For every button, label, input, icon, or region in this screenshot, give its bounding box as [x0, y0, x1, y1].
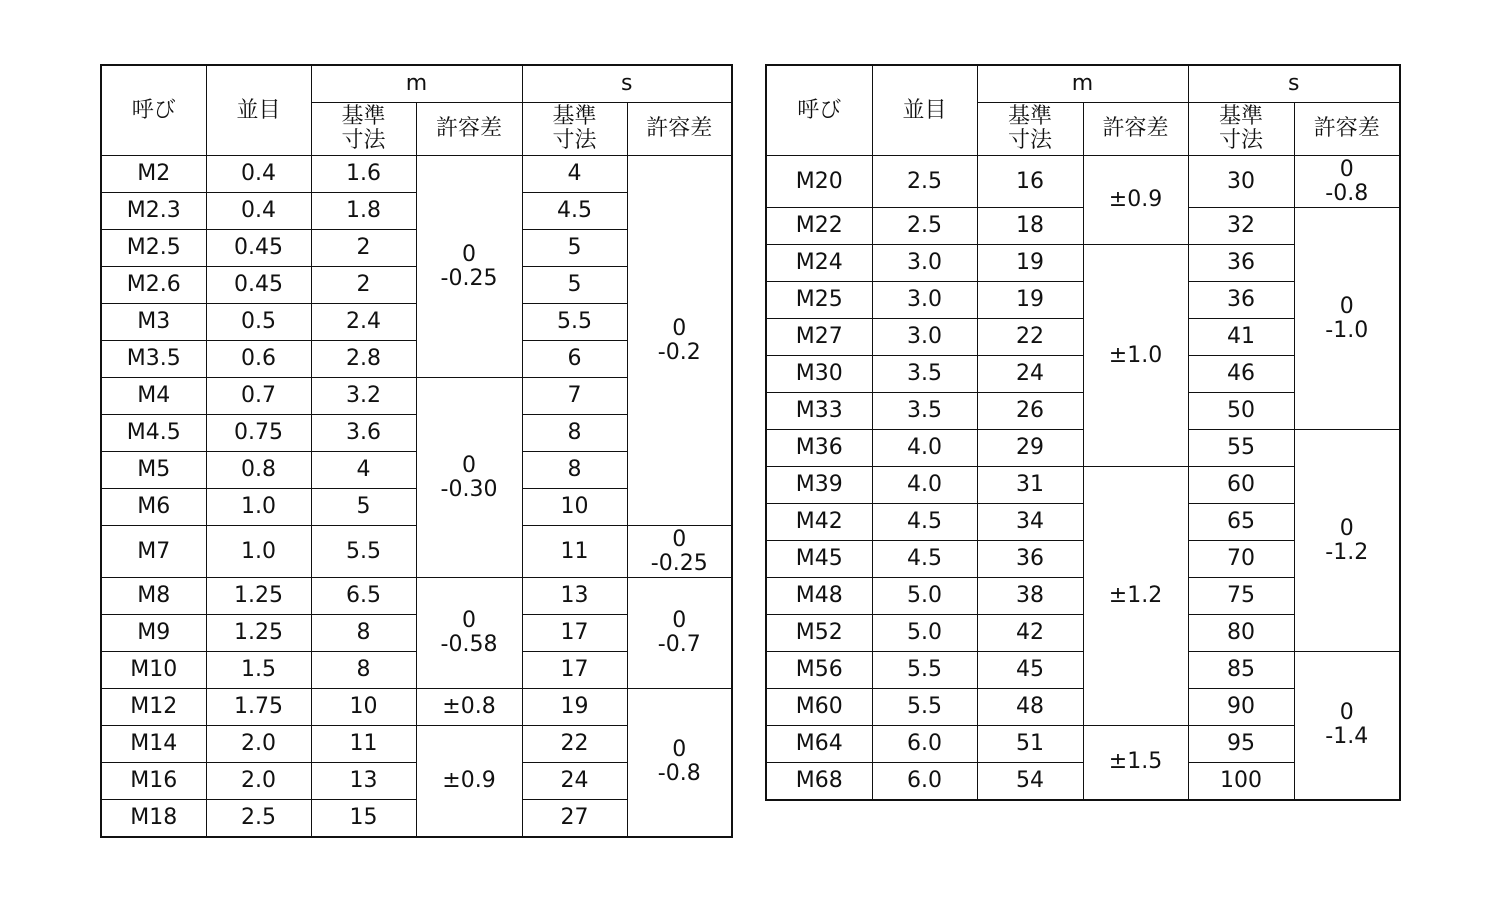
nominal-cell: M64 — [766, 726, 872, 763]
m-basic-cell: 1.8 — [311, 193, 416, 230]
nominal-cell: M56 — [766, 652, 872, 689]
pitch-cell: 0.4 — [206, 156, 311, 193]
s-basic-cell: 13 — [522, 578, 627, 615]
s-basic-cell: 30 — [1188, 156, 1294, 208]
nominal-cell: M2 — [101, 156, 206, 193]
header-s-tolerance: 許容差 — [1294, 103, 1400, 156]
tolerance-upper: 0 — [672, 526, 687, 552]
tolerance-lower: -1.0 — [1325, 317, 1369, 343]
pitch-cell: 1.0 — [206, 526, 311, 578]
s-basic-cell: 75 — [1188, 578, 1294, 615]
s-basic-cell: 85 — [1188, 652, 1294, 689]
pitch-cell: 0.45 — [206, 267, 311, 304]
s-basic-cell: 17 — [522, 652, 627, 689]
tolerance-upper: 0 — [1339, 515, 1354, 541]
m-tolerance-cell — [416, 156, 522, 378]
header-m: m — [311, 65, 522, 103]
nominal-cell: M48 — [766, 578, 872, 615]
nominal-cell: M25 — [766, 282, 872, 319]
m-basic-cell: 5.5 — [311, 526, 416, 578]
pitch-cell: 3.5 — [872, 356, 977, 393]
basic-line2: 寸法 — [552, 128, 597, 153]
pitch-cell: 3.0 — [872, 319, 977, 356]
pitch-cell: 4.5 — [872, 504, 977, 541]
pitch-cell: 1.25 — [206, 615, 311, 652]
s-basic-cell: 95 — [1188, 726, 1294, 763]
pitch-cell: 1.25 — [206, 578, 311, 615]
tolerance-upper: 0 — [462, 241, 476, 267]
m-basic-cell: 26 — [977, 393, 1083, 430]
tolerance-upper: 0 — [462, 608, 476, 633]
m-basic-cell: 36 — [977, 541, 1083, 578]
pitch-cell: 5.5 — [872, 689, 977, 726]
m-basic-cell: 19 — [977, 245, 1083, 282]
nominal-cell: M16 — [101, 763, 206, 800]
s-basic-cell: 5.5 — [522, 304, 627, 341]
s-basic-cell: 19 — [522, 689, 627, 726]
tolerance-lower: -0.2 — [657, 339, 701, 365]
pitch-cell: 0.5 — [206, 304, 311, 341]
table-row — [101, 156, 732, 193]
basic-line1: 基準 — [1007, 104, 1052, 129]
s-tolerance-cell — [627, 156, 732, 526]
pitch-cell: 1.75 — [206, 689, 311, 726]
m-tolerance-cell: ±1.2 — [1083, 467, 1188, 726]
pitch-cell: 0.7 — [206, 378, 311, 415]
tolerance-lower: -1.2 — [1325, 539, 1369, 565]
m-basic-cell: 10 — [311, 689, 416, 726]
tolerance-lower: -0.8 — [657, 761, 701, 787]
m-basic-cell: 45 — [977, 652, 1083, 689]
nominal-cell: M2.5 — [101, 230, 206, 267]
s-basic-cell: 17 — [522, 615, 627, 652]
s-basic-cell: 100 — [1188, 763, 1294, 800]
s-basic-cell: 6 — [522, 341, 627, 378]
m-basic-cell: 1.6 — [311, 156, 416, 193]
m-basic-cell: 29 — [977, 430, 1083, 467]
nominal-cell: M42 — [766, 504, 872, 541]
m-basic-cell: 2.8 — [311, 341, 416, 378]
header-s: s — [522, 65, 732, 103]
pitch-cell: 0.6 — [206, 341, 311, 378]
pitch-cell: 2.5 — [872, 156, 977, 208]
m-tolerance-cell: ±0.9 — [416, 726, 522, 837]
s-tolerance-cell — [627, 578, 732, 689]
s-basic-cell: 36 — [1188, 282, 1294, 319]
s-basic-cell: 65 — [1188, 504, 1294, 541]
m-basic-cell: 2 — [311, 230, 416, 267]
nominal-cell: M3.5 — [101, 341, 206, 378]
nominal-cell: M24 — [766, 245, 872, 282]
s-basic-cell: 8 — [522, 452, 627, 489]
s-basic-cell: 22 — [522, 726, 627, 763]
header-m-tolerance: 許容差 — [1083, 103, 1188, 156]
nominal-cell: M20 — [766, 156, 872, 208]
m-tolerance-cell — [416, 378, 522, 578]
s-basic-cell: 70 — [1188, 541, 1294, 578]
pitch-cell: 3.5 — [872, 393, 977, 430]
pitch-cell: 2.0 — [206, 763, 311, 800]
tolerance-upper: 0 — [672, 315, 687, 341]
s-basic-cell: 4.5 — [522, 193, 627, 230]
s-basic-cell: 80 — [1188, 615, 1294, 652]
nut-dimension-table-left — [100, 64, 733, 838]
m-tolerance-cell — [416, 578, 522, 689]
header-pitch: 並目 — [872, 65, 977, 156]
nominal-cell: M39 — [766, 467, 872, 504]
s-basic-cell: 41 — [1188, 319, 1294, 356]
nominal-cell: M8 — [101, 578, 206, 615]
s-basic-cell: 11 — [522, 526, 627, 578]
m-basic-cell: 42 — [977, 615, 1083, 652]
header-m-tolerance: 許容差 — [416, 103, 522, 156]
header-s-tolerance: 許容差 — [627, 103, 732, 156]
header-s-basic — [522, 103, 627, 156]
m-basic-cell: 6.5 — [311, 578, 416, 615]
nominal-cell: M52 — [766, 615, 872, 652]
nominal-cell: M12 — [101, 689, 206, 726]
m-basic-cell: 19 — [977, 282, 1083, 319]
nominal-cell: M18 — [101, 800, 206, 837]
tolerance-lower: -0.30 — [440, 476, 498, 502]
m-basic-cell: 3.2 — [311, 378, 416, 415]
nominal-cell: M33 — [766, 393, 872, 430]
basic-line1: 基準 — [341, 104, 386, 129]
s-basic-cell: 5 — [522, 267, 627, 304]
s-basic-cell: 10 — [522, 489, 627, 526]
nominal-cell: M2.6 — [101, 267, 206, 304]
tolerance-lower: -1.4 — [1325, 724, 1369, 750]
table-row — [101, 578, 732, 615]
m-basic-cell: 13 — [311, 763, 416, 800]
pitch-cell: 2.0 — [206, 726, 311, 763]
tolerance-lower: -0.25 — [440, 265, 498, 291]
tolerance-upper: 0 — [672, 608, 687, 633]
nominal-cell: M36 — [766, 430, 872, 467]
s-tolerance-cell — [627, 526, 732, 578]
pitch-cell: 0.45 — [206, 230, 311, 267]
nominal-cell: M2.3 — [101, 193, 206, 230]
header-m: m — [977, 65, 1188, 103]
tolerance-upper: 0 — [672, 737, 687, 763]
nominal-cell: M7 — [101, 526, 206, 578]
tolerance-upper: 0 — [462, 452, 476, 478]
nominal-cell: M4 — [101, 378, 206, 415]
m-basic-cell: 22 — [977, 319, 1083, 356]
pitch-cell: 3.0 — [872, 245, 977, 282]
pitch-cell: 0.4 — [206, 193, 311, 230]
pitch-cell: 4.0 — [872, 430, 977, 467]
pitch-cell: 6.0 — [872, 763, 977, 800]
m-basic-cell: 18 — [977, 208, 1083, 245]
m-basic-cell: 2 — [311, 267, 416, 304]
s-tolerance-cell — [1294, 208, 1400, 430]
pitch-cell: 2.5 — [872, 208, 977, 245]
header-nominal: 呼び — [101, 65, 206, 156]
s-basic-cell: 8 — [522, 415, 627, 452]
s-basic-cell: 5 — [522, 230, 627, 267]
pitch-cell: 4.0 — [872, 467, 977, 504]
s-basic-cell: 90 — [1188, 689, 1294, 726]
header-s-basic — [1188, 103, 1294, 156]
header-pitch: 並目 — [206, 65, 311, 156]
s-basic-cell: 50 — [1188, 393, 1294, 430]
tolerance-upper: 0 — [1339, 293, 1354, 319]
m-basic-cell: 8 — [311, 652, 416, 689]
tolerance-lower: -0.58 — [440, 632, 498, 657]
nominal-cell: M60 — [766, 689, 872, 726]
m-tolerance-cell: ±0.8 — [416, 689, 522, 726]
header-nominal: 呼び — [766, 65, 872, 156]
s-basic-cell: 36 — [1188, 245, 1294, 282]
s-basic-cell: 7 — [522, 378, 627, 415]
pitch-cell: 3.0 — [872, 282, 977, 319]
s-basic-cell: 32 — [1188, 208, 1294, 245]
pitch-cell: 1.0 — [206, 489, 311, 526]
table-row — [766, 156, 1400, 208]
tolerance-lower: -0.8 — [1325, 180, 1369, 206]
pitch-cell: 4.5 — [872, 541, 977, 578]
m-basic-cell: 4 — [311, 452, 416, 489]
s-basic-cell: 60 — [1188, 467, 1294, 504]
pitch-cell: 0.75 — [206, 415, 311, 452]
header-m-basic — [311, 103, 416, 156]
nominal-cell: M68 — [766, 763, 872, 800]
nominal-cell: M10 — [101, 652, 206, 689]
m-basic-cell: 34 — [977, 504, 1083, 541]
s-tolerance-cell — [1294, 652, 1400, 800]
pitch-cell: 2.5 — [206, 800, 311, 837]
header-s: s — [1188, 65, 1400, 103]
s-basic-cell: 27 — [522, 800, 627, 837]
m-tolerance-cell: ±1.5 — [1083, 726, 1188, 800]
header-row — [101, 65, 732, 103]
tolerance-lower: -0.25 — [650, 550, 708, 576]
header-row — [766, 65, 1400, 103]
nominal-cell: M45 — [766, 541, 872, 578]
nominal-cell: M27 — [766, 319, 872, 356]
m-basic-cell: 3.6 — [311, 415, 416, 452]
m-basic-cell: 38 — [977, 578, 1083, 615]
basic-line2: 寸法 — [1218, 128, 1263, 153]
nominal-cell: M3 — [101, 304, 206, 341]
s-basic-cell: 46 — [1188, 356, 1294, 393]
basic-line2: 寸法 — [341, 128, 386, 153]
tolerance-upper: 0 — [1339, 700, 1354, 726]
nominal-cell: M5 — [101, 452, 206, 489]
s-tolerance-cell — [1294, 156, 1400, 208]
s-basic-cell: 24 — [522, 763, 627, 800]
nominal-cell: M6 — [101, 489, 206, 526]
m-basic-cell: 24 — [977, 356, 1083, 393]
nominal-cell: M30 — [766, 356, 872, 393]
pitch-cell: 5.0 — [872, 615, 977, 652]
m-basic-cell: 48 — [977, 689, 1083, 726]
tolerance-lower: -0.7 — [657, 632, 701, 657]
m-basic-cell: 54 — [977, 763, 1083, 800]
m-basic-cell: 31 — [977, 467, 1083, 504]
tolerance-upper: 0 — [1339, 156, 1354, 182]
m-basic-cell: 11 — [311, 726, 416, 763]
basic-line2: 寸法 — [1007, 128, 1052, 153]
m-basic-cell: 51 — [977, 726, 1083, 763]
pitch-cell: 6.0 — [872, 726, 977, 763]
nut-dimension-table-right — [765, 64, 1401, 801]
nominal-cell: M14 — [101, 726, 206, 763]
pitch-cell: 1.5 — [206, 652, 311, 689]
pitch-cell: 5.0 — [872, 578, 977, 615]
s-tolerance-cell — [627, 689, 732, 837]
nominal-cell: M9 — [101, 615, 206, 652]
basic-line1: 基準 — [552, 104, 597, 129]
nominal-cell: M22 — [766, 208, 872, 245]
s-basic-cell: 55 — [1188, 430, 1294, 467]
m-basic-cell: 15 — [311, 800, 416, 837]
s-basic-cell: 4 — [522, 156, 627, 193]
m-basic-cell: 8 — [311, 615, 416, 652]
header-m-basic — [977, 103, 1083, 156]
pitch-cell: 0.8 — [206, 452, 311, 489]
pitch-cell: 5.5 — [872, 652, 977, 689]
basic-line1: 基準 — [1218, 104, 1263, 129]
m-tolerance-cell: ±0.9 — [1083, 156, 1188, 245]
m-basic-cell: 2.4 — [311, 304, 416, 341]
nominal-cell: M4.5 — [101, 415, 206, 452]
m-tolerance-cell: ±1.0 — [1083, 245, 1188, 467]
table-row — [101, 689, 732, 726]
m-basic-cell: 5 — [311, 489, 416, 526]
m-basic-cell: 16 — [977, 156, 1083, 208]
s-tolerance-cell — [1294, 430, 1400, 652]
